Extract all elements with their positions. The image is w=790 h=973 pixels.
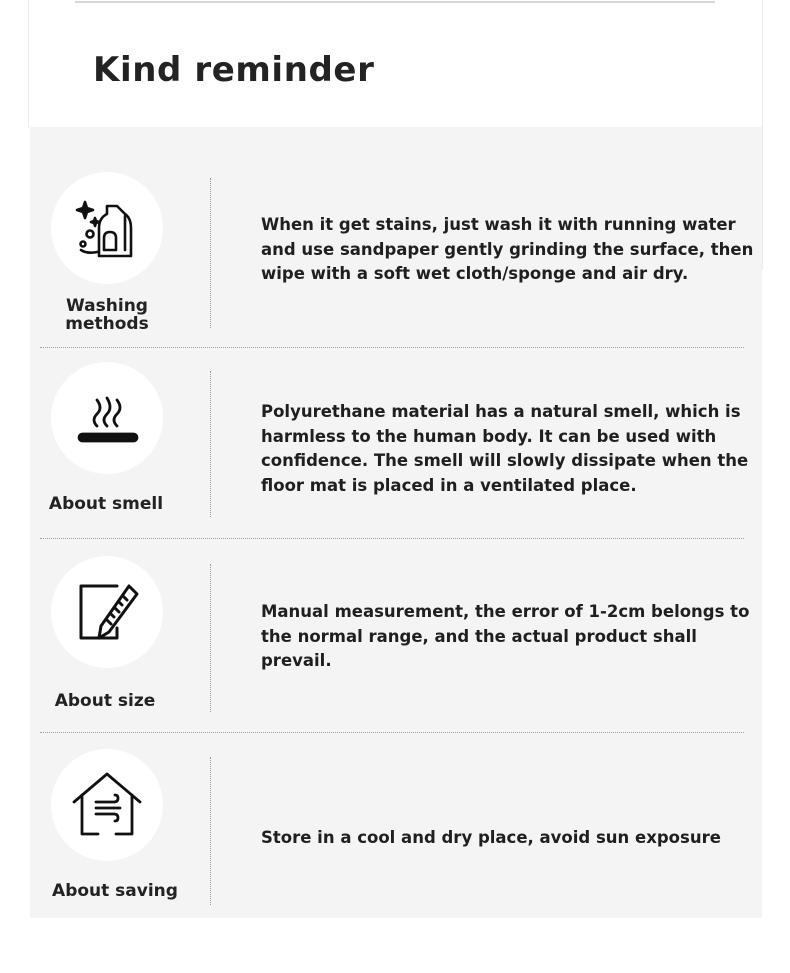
section-separator: [40, 538, 744, 539]
icon-circle: [51, 172, 163, 284]
section-saving: [30, 749, 762, 909]
section-separator: [40, 347, 744, 348]
section-description: When it get stains, just wash it with running water and use sandpaper gently grinding the surface, then wipe with a soft wet cloth/sponge and air dry.: [261, 215, 754, 283]
section-label: About smell: [48, 494, 164, 514]
section-divider-vertical: [210, 371, 211, 517]
section-label: About saving: [52, 881, 178, 901]
ventilated-house-icon: [70, 768, 144, 842]
heat-smell-icon: [71, 382, 143, 454]
icon-circle: [51, 362, 163, 474]
frame-edge-left: [28, 0, 29, 128]
section-divider-vertical: [210, 178, 211, 328]
section-smell: [30, 362, 762, 522]
page-title: Kind reminder: [93, 50, 375, 90]
section-divider-vertical: [210, 757, 211, 905]
detergent-bottle-icon: [71, 192, 143, 264]
section-description: Polyurethane material has a natural smell, which is harmless to the human body. It can be used with confidence. The smell will slowly dissipate when the floor mat is placed in a ventilated place.: [261, 402, 749, 495]
section-label: About size: [54, 691, 156, 711]
frame-edge-right: [762, 0, 763, 270]
section-divider-vertical: [210, 564, 211, 712]
top-divider: [75, 1, 715, 3]
section-separator: [40, 732, 744, 733]
ruler-measure-icon: [71, 576, 143, 648]
section-description: Store in a cool and dry place, avoid sun exposure: [261, 828, 721, 847]
section-label: Washing methods: [65, 296, 149, 334]
section-washing: [30, 172, 762, 332]
icon-circle: [51, 556, 163, 668]
section-description: Manual measurement, the error of 1-2cm belongs to the normal range, and the actual product shall prevail.: [261, 602, 750, 670]
section-size: [30, 556, 762, 716]
icon-circle: [51, 749, 163, 861]
